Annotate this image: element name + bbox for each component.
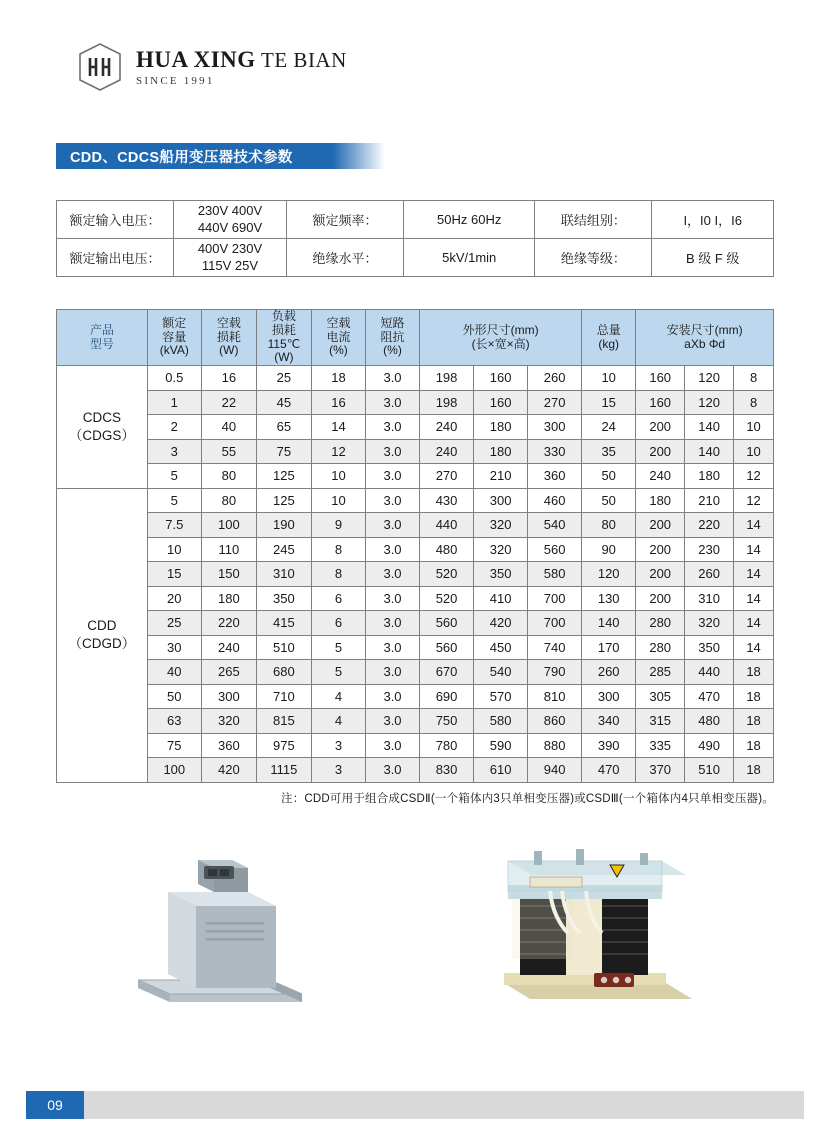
company-logo [76,42,347,92]
cell-dim-length: 198 [420,390,474,415]
header-no-load-loss: 空载 损耗 (W) [201,310,256,366]
cell-mount-b: 120 [685,366,734,391]
logo-brand-secondary: TE BIAN [261,47,347,72]
section-title: CDD、CDCS船用变压器技术参数 [56,143,333,169]
cell-dim-height: 810 [528,684,582,709]
cell-no-load-current: 4 [311,684,365,709]
cell-load-loss: 310 [256,562,311,587]
cell-no-load-loss: 22 [201,390,256,415]
table-row [57,562,774,587]
cell-capacity: 5 [147,464,201,489]
cell-dim-length: 240 [420,415,474,440]
cell-mount-b: 230 [685,537,734,562]
table-row [57,488,774,513]
cell-dim-width: 590 [474,733,528,758]
cell-mount-d: 18 [734,758,774,783]
cell-short-impedance: 3.0 [365,513,419,538]
table-row [57,709,774,734]
cell-mount-a: 180 [636,488,685,513]
cell-dim-width: 410 [474,586,528,611]
cell-dim-length: 430 [420,488,474,513]
table-row [57,537,774,562]
cell-dim-width: 350 [474,562,528,587]
cell-short-impedance: 3.0 [365,758,419,783]
cell-total-weight: 120 [582,562,636,587]
cell-mount-d: 14 [734,611,774,636]
cell-load-loss: 65 [256,415,311,440]
spec-value-line1: 230V 400V [197,203,263,219]
cell-mount-b: 140 [685,415,734,440]
cell-dim-width: 180 [474,415,528,440]
specification-table [56,200,774,277]
cell-mount-b: 260 [685,562,734,587]
cell-load-loss: 510 [256,635,311,660]
parameter-table [56,309,774,783]
cell-dim-height: 880 [528,733,582,758]
cell-dim-length: 750 [420,709,474,734]
product-model-alt-name: （CDGS） [68,427,135,443]
cell-dim-width: 160 [474,366,528,391]
cell-mount-a: 200 [636,513,685,538]
cell-no-load-loss: 110 [201,537,256,562]
table-row [57,635,774,660]
cell-no-load-current: 4 [311,709,365,734]
cell-load-loss: 245 [256,537,311,562]
spec-label-insulation-level: 绝缘水平： [287,239,404,277]
cell-no-load-current: 3 [311,758,365,783]
cell-dim-length: 240 [420,439,474,464]
table-row [57,758,774,783]
cell-dim-height: 270 [528,390,582,415]
cell-dim-length: 520 [420,586,474,611]
cell-dim-width: 420 [474,611,528,636]
cell-dim-height: 260 [528,366,582,391]
table-row [57,415,774,440]
cell-total-weight: 340 [582,709,636,734]
cell-dim-height: 940 [528,758,582,783]
cell-total-weight: 90 [582,537,636,562]
cell-total-weight: 50 [582,488,636,513]
header-model-line1: 产品 [89,322,114,337]
cell-mount-a: 280 [636,635,685,660]
cell-dim-height: 580 [528,562,582,587]
cell-load-loss: 125 [256,488,311,513]
header-mounting-dimension [636,310,774,366]
cell-mount-b: 140 [685,439,734,464]
spec-label-insulation-class: 绝缘等级： [535,239,652,277]
cell-dim-height: 330 [528,439,582,464]
table-row [57,660,774,685]
cell-load-loss: 680 [256,660,311,685]
cell-no-load-loss: 300 [201,684,256,709]
cell-short-impedance: 3.0 [365,439,419,464]
cell-dim-length: 480 [420,537,474,562]
cell-dim-width: 610 [474,758,528,783]
cell-mount-a: 285 [636,660,685,685]
cell-no-load-loss: 55 [201,439,256,464]
cell-dim-width: 210 [474,464,528,489]
cell-capacity: 100 [147,758,201,783]
cell-mount-a: 160 [636,366,685,391]
cell-load-loss: 75 [256,439,311,464]
cell-no-load-loss: 16 [201,366,256,391]
cell-short-impedance: 3.0 [365,537,419,562]
cell-dim-height: 360 [528,464,582,489]
spec-value-output-voltage [174,239,287,277]
cell-capacity: 2 [147,415,201,440]
cell-dim-height: 790 [528,660,582,685]
cell-no-load-current: 6 [311,586,365,611]
cell-total-weight: 24 [582,415,636,440]
cell-total-weight: 35 [582,439,636,464]
cell-short-impedance: 3.0 [365,464,419,489]
cell-dim-length: 670 [420,660,474,685]
cell-dim-width: 570 [474,684,528,709]
cell-short-impedance: 3.0 [365,415,419,440]
cell-dim-height: 700 [528,586,582,611]
cell-no-load-current: 9 [311,513,365,538]
spec-value-input-voltage [174,201,287,239]
cell-total-weight: 80 [582,513,636,538]
header-outline-dimension [420,310,582,366]
cell-mount-b: 310 [685,586,734,611]
cell-mount-a: 160 [636,390,685,415]
cell-mount-d: 18 [734,660,774,685]
cell-mount-a: 200 [636,537,685,562]
cell-no-load-current: 8 [311,537,365,562]
cell-load-loss: 25 [256,366,311,391]
cell-mount-b: 480 [685,709,734,734]
cell-capacity: 25 [147,611,201,636]
cell-mount-d: 14 [734,537,774,562]
table-row [57,201,774,239]
cell-total-weight: 130 [582,586,636,611]
cell-mount-d: 14 [734,562,774,587]
cell-no-load-current: 10 [311,488,365,513]
cell-dim-height: 860 [528,709,582,734]
cell-mount-b: 220 [685,513,734,538]
spec-label-output-voltage: 额定输出电压： [57,239,174,277]
cell-total-weight: 50 [582,464,636,489]
cell-load-loss: 815 [256,709,311,734]
product-photo-three-phase [490,833,705,1023]
cell-no-load-loss: 320 [201,709,256,734]
cell-dim-width: 320 [474,537,528,562]
spec-value-frequency: 50Hz 60Hz [404,201,535,239]
header-mounting-dimension-sub: aXb Φd [684,336,726,351]
cell-capacity: 10 [147,537,201,562]
cell-dim-width: 300 [474,488,528,513]
table-row [57,239,774,277]
cell-load-loss: 350 [256,586,311,611]
cell-mount-b: 470 [685,684,734,709]
cell-no-load-current: 12 [311,439,365,464]
spec-value-line2: 115V 25V [201,257,259,273]
cell-total-weight: 470 [582,758,636,783]
cell-mount-a: 315 [636,709,685,734]
page-number: 09 [26,1091,84,1119]
cell-dim-length: 830 [420,758,474,783]
cell-capacity: 1 [147,390,201,415]
cell-mount-d: 18 [734,709,774,734]
cell-short-impedance: 3.0 [365,611,419,636]
cell-capacity: 50 [147,684,201,709]
cell-total-weight: 170 [582,635,636,660]
table-row [57,733,774,758]
cell-no-load-loss: 420 [201,758,256,783]
cell-load-loss: 45 [256,390,311,415]
cell-dim-length: 440 [420,513,474,538]
cell-mount-b: 440 [685,660,734,685]
cell-mount-d: 18 [734,684,774,709]
header-capacity: 额定 容量 (kVA) [147,310,201,366]
header-load-loss: 负载 损耗 115℃ (W) [256,310,311,366]
cell-mount-a: 200 [636,415,685,440]
cell-dim-width: 450 [474,635,528,660]
cell-short-impedance: 3.0 [365,733,419,758]
table-row [57,684,774,709]
cell-mount-d: 12 [734,488,774,513]
spec-label-input-voltage: 额定输入电压： [57,201,174,239]
cell-dim-width: 540 [474,660,528,685]
table-row [57,390,774,415]
spec-label-frequency: 额定频率： [287,201,404,239]
cell-load-loss: 710 [256,684,311,709]
cell-mount-a: 200 [636,562,685,587]
cell-capacity: 63 [147,709,201,734]
cell-mount-d: 14 [734,586,774,611]
header-outline-dimension-title: 外形尺寸(mm) [462,322,539,337]
header-outline-dimension-sub: (长×宽×高) [471,336,530,351]
product-model-group [57,366,148,489]
cell-no-load-current: 14 [311,415,365,440]
cell-capacity: 7.5 [147,513,201,538]
cell-total-weight: 300 [582,684,636,709]
cell-total-weight: 15 [582,390,636,415]
cell-dim-height: 460 [528,488,582,513]
parameter-table-body [57,366,774,783]
cell-no-load-loss: 80 [201,488,256,513]
cell-dim-height: 540 [528,513,582,538]
table-row [57,439,774,464]
cell-capacity: 40 [147,660,201,685]
header-mounting-dimension-title: 安装尺寸(mm) [666,322,743,337]
spec-value-insulation-level: 5kV/1min [404,239,535,277]
cell-mount-b: 350 [685,635,734,660]
cell-dim-height: 560 [528,537,582,562]
cell-capacity: 0.5 [147,366,201,391]
cell-capacity: 75 [147,733,201,758]
cell-dim-width: 180 [474,439,528,464]
header-total-weight: 总量 (kg) [582,310,636,366]
cell-total-weight: 140 [582,611,636,636]
header-no-load-current: 空载 电流 (%) [311,310,365,366]
cell-no-load-loss: 240 [201,635,256,660]
spec-value-line1: 400V 230V [197,241,263,257]
cell-short-impedance: 3.0 [365,660,419,685]
logo-mark-icon [76,42,124,92]
cell-dim-length: 560 [420,635,474,660]
cell-mount-d: 8 [734,390,774,415]
cell-no-load-current: 6 [311,611,365,636]
cell-dim-width: 320 [474,513,528,538]
spec-value-vector-group: I，I0 I，I6 [652,201,774,239]
cell-capacity: 20 [147,586,201,611]
table-note: 注：CDD可用于组合成CSDⅡ(一个箱体内3只单相变压器)或CSDⅢ(一个箱体内4只单相变压器)。 [281,793,774,805]
cell-mount-a: 305 [636,684,685,709]
cell-mount-d: 10 [734,439,774,464]
cell-mount-b: 510 [685,758,734,783]
cell-short-impedance: 3.0 [365,709,419,734]
cell-mount-d: 8 [734,366,774,391]
logo-brand-main: HUA XING [136,46,256,72]
cell-capacity: 30 [147,635,201,660]
cell-short-impedance: 3.0 [365,390,419,415]
cell-capacity: 3 [147,439,201,464]
cell-mount-b: 320 [685,611,734,636]
header-model [57,310,148,366]
cell-no-load-loss: 40 [201,415,256,440]
cell-dim-length: 270 [420,464,474,489]
section-title-fade [333,143,385,169]
product-model-alt-name: （CDGD） [68,636,136,652]
cell-short-impedance: 3.0 [365,635,419,660]
cell-total-weight: 260 [582,660,636,685]
cell-mount-a: 200 [636,586,685,611]
cell-no-load-current: 16 [311,390,365,415]
cell-dim-length: 560 [420,611,474,636]
cell-mount-b: 180 [685,464,734,489]
spec-label-vector-group: 联结组别： [535,201,652,239]
table-row [57,513,774,538]
cell-dim-length: 780 [420,733,474,758]
cell-total-weight: 10 [582,366,636,391]
header-short-impedance: 短路 阻抗 (%) [365,310,419,366]
cell-short-impedance: 3.0 [365,586,419,611]
cell-short-impedance: 3.0 [365,488,419,513]
cell-no-load-current: 5 [311,660,365,685]
table-row [57,586,774,611]
cell-mount-b: 120 [685,390,734,415]
cell-mount-a: 240 [636,464,685,489]
cell-mount-d: 12 [734,464,774,489]
cell-dim-length: 520 [420,562,474,587]
cell-mount-b: 490 [685,733,734,758]
cell-dim-width: 580 [474,709,528,734]
cell-no-load-loss: 360 [201,733,256,758]
cell-mount-a: 335 [636,733,685,758]
table-header-row [57,310,774,366]
footer-strip [84,1091,804,1119]
cell-dim-length: 198 [420,366,474,391]
cell-no-load-current: 18 [311,366,365,391]
cell-mount-a: 200 [636,439,685,464]
cell-no-load-current: 10 [311,464,365,489]
cell-short-impedance: 3.0 [365,684,419,709]
product-photo-single-phase [120,826,320,1016]
cell-mount-d: 10 [734,415,774,440]
header-model-line2: 型号 [89,336,114,351]
product-model-name: CDD [87,617,117,633]
cell-dim-height: 300 [528,415,582,440]
cell-dim-height: 700 [528,611,582,636]
cell-mount-d: 14 [734,635,774,660]
cell-mount-a: 370 [636,758,685,783]
cell-short-impedance: 3.0 [365,562,419,587]
cell-capacity: 5 [147,488,201,513]
cell-load-loss: 1115 [256,758,311,783]
cell-dim-length: 690 [420,684,474,709]
spec-value-line2: 440V 690V [197,219,263,235]
cell-no-load-current: 3 [311,733,365,758]
cell-dim-width: 160 [474,390,528,415]
table-row [57,366,774,391]
spec-value-insulation-class: B 级 F 级 [652,239,774,277]
cell-total-weight: 390 [582,733,636,758]
cell-mount-a: 280 [636,611,685,636]
logo-since: SINCE 1991 [136,74,215,87]
cell-no-load-loss: 265 [201,660,256,685]
cell-load-loss: 975 [256,733,311,758]
cell-no-load-loss: 220 [201,611,256,636]
product-model-name: CDCS [82,409,122,425]
cell-no-load-current: 8 [311,562,365,587]
cell-load-loss: 415 [256,611,311,636]
cell-load-loss: 190 [256,513,311,538]
cell-capacity: 15 [147,562,201,587]
cell-no-load-current: 5 [311,635,365,660]
cell-dim-height: 740 [528,635,582,660]
cell-mount-d: 14 [734,513,774,538]
table-row [57,464,774,489]
cell-no-load-loss: 100 [201,513,256,538]
page-footer [0,1091,830,1119]
cell-no-load-loss: 180 [201,586,256,611]
cell-load-loss: 125 [256,464,311,489]
cell-no-load-loss: 150 [201,562,256,587]
cell-mount-b: 210 [685,488,734,513]
table-row [57,611,774,636]
cell-no-load-loss: 80 [201,464,256,489]
product-model-group [57,488,148,782]
cell-short-impedance: 3.0 [365,366,419,391]
cell-mount-d: 18 [734,733,774,758]
